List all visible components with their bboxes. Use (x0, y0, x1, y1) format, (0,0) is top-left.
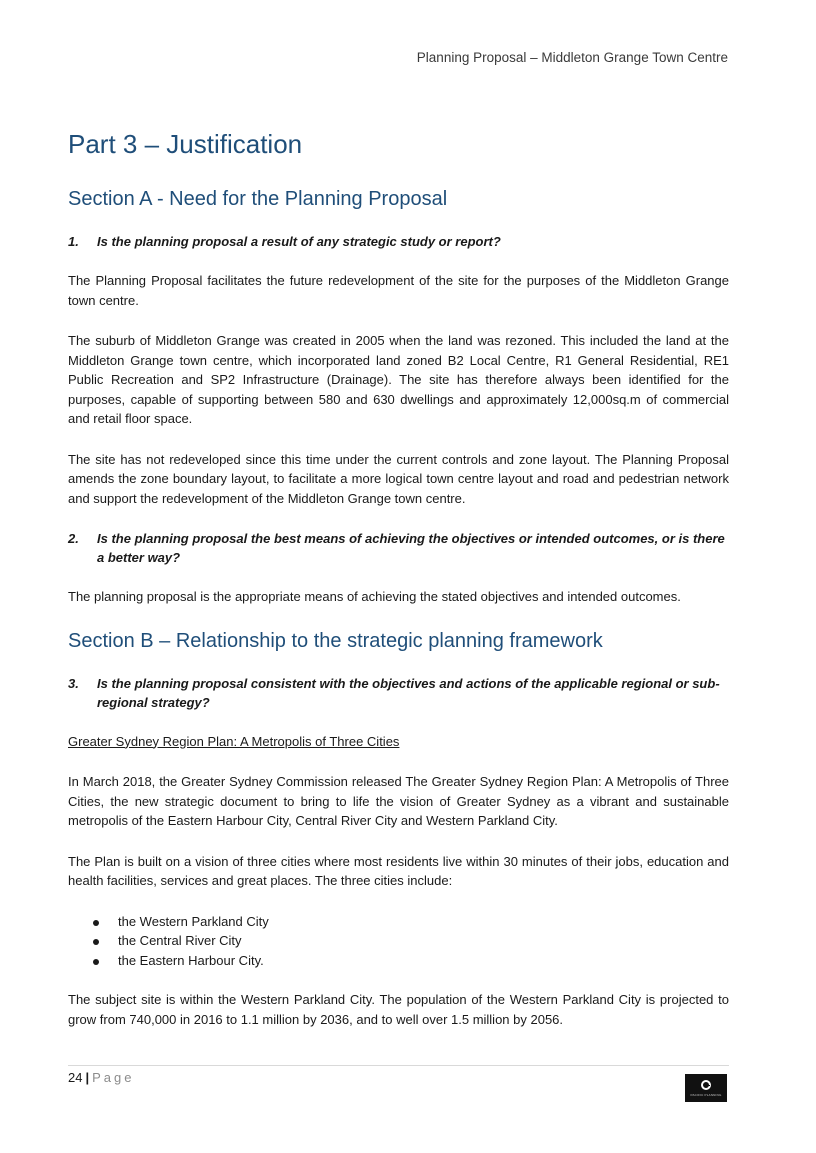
question-2 (68, 529, 729, 567)
logo-text: PACIFIC PLANNING (690, 1092, 722, 1097)
paragraph: The subject site is within the Western Parkland City. The population of the Western Parkland City is projected to grow from 740,000 in 2016 to 1.1 million by 2036, and to well over 1.5 million by 2056. (68, 992, 729, 1027)
running-header: Planning Proposal – Middleton Grange Town Centre (416, 50, 728, 65)
cities-list (68, 912, 729, 971)
page-content (68, 128, 729, 1050)
page-label: Page (92, 1070, 135, 1085)
list-item: the Western Parkland City (68, 912, 729, 932)
part-title: Part 3 – Justification (68, 129, 303, 159)
footer-divider (68, 1065, 729, 1066)
paragraph: In March 2018, the Greater Sydney Commission released The Greater Sydney Region Plan: A Metropolis of Three Cities, the new strategic document to bring to life the vision of Greater Sydney as a vibrant and sustainable metropolis of the Eastern Harbour City, Central River City and Western Parkland City. (68, 774, 729, 828)
bullet-icon (93, 959, 99, 965)
list-item: the Central River City (68, 931, 729, 951)
question-3 (68, 674, 729, 712)
question-text: Is the planning proposal the best means of achieving the objectives or intended outcomes, or is there a better way? (97, 531, 725, 565)
section-b-heading: Section B – Relationship to the strategic planning framework (68, 629, 603, 652)
paragraph: The suburb of Middleton Grange was created in 2005 when the land was rezoned. This included the land at the Middleton Grange town centre, which incorporated land zoned B2 Local Centre, R1 General Residential, RE1 Public Recreation and SP2 Infrastructure (Drainage). The site has therefore always been identified for the purposes, capable of supporting between 580 and 630 dwellings and approximately 12,000sq.m of commercial and retail floor space. (68, 333, 729, 426)
bullet-icon (93, 939, 99, 945)
question-text: Is the planning proposal consistent with the objectives and actions of the applicable regional or sub-regional strategy? (97, 675, 720, 710)
question-text: Is the planning proposal a result of any strategic study or report? (97, 234, 501, 249)
list-item: the Eastern Harbour City. (68, 951, 729, 971)
logo-icon (701, 1080, 711, 1090)
paragraph: The Plan is built on a vision of three cities where most residents live within 30 minutes of their jobs, education and health facilities, services and great places. The three cities include: (68, 853, 729, 888)
section-a-heading: Section A - Need for the Planning Proposal (68, 188, 448, 210)
paragraph: The planning proposal is the appropriate means of achieving the stated objectives and intended outcomes. (68, 589, 681, 604)
page-number: 24 (68, 1070, 83, 1085)
page-footer (68, 1070, 134, 1085)
bullet-icon (93, 920, 99, 926)
paragraph: The site has not redeveloped since this time under the current controls and zone layout. The Planning Proposal amends the zone boundary layout, to facilitate a more logical town centre layout and road and pedestrian network and support the redevelopment of the Middleton Grange town centre. (68, 451, 729, 506)
sub-heading: Greater Sydney Region Plan: A Metropolis of Three Cities (68, 733, 400, 749)
footer-separator: | (85, 1070, 90, 1085)
company-logo (685, 1074, 727, 1102)
question-number: 3. (68, 675, 79, 691)
question-number: 2. (68, 531, 79, 546)
question-1 (68, 232, 729, 251)
question-number: 1. (68, 234, 79, 249)
paragraph: The Planning Proposal facilitates the future redevelopment of the site for the purposes of the Middleton Grange town centre. (68, 273, 729, 308)
